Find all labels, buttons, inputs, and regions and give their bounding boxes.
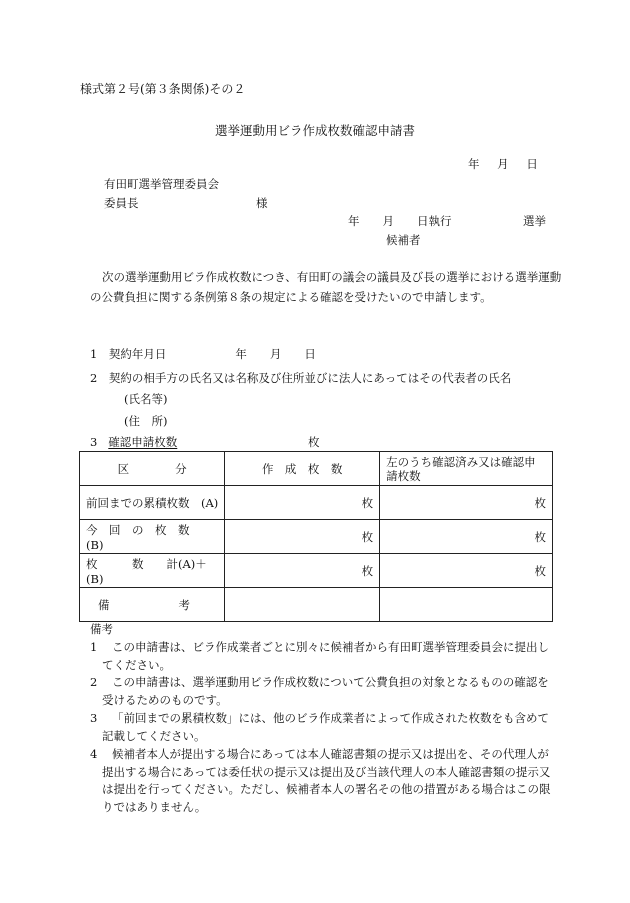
item3-number: 3	[90, 435, 98, 449]
note-text: 候補者本人が提出する場合にあっては本人確認書類の提示又は提出を、その代理人が提出する場合にあっては委任状の提示又は提出及び当該代理人の本人確認書類の提示又は提出を行ってください。ただし、候補者本人の署名その他の措置がある場合はこの限りではありません。	[102, 747, 551, 814]
note-item	[90, 710, 560, 745]
table-row	[80, 486, 553, 520]
table-row	[80, 554, 553, 588]
confirmed-cell[interactable]: 枚	[380, 520, 553, 554]
created-cell[interactable]: 枚	[225, 486, 380, 520]
note-number: 4	[90, 747, 98, 761]
note-text: この申請書は、ビラ作成業者ごとに別々に候補者から有田町選挙管理委員会に提出してください。	[102, 640, 549, 672]
date-line	[468, 156, 552, 172]
addressee-chair	[104, 195, 268, 211]
item3-unit: 枚	[308, 435, 320, 449]
header-category: 区 分	[80, 452, 225, 486]
date-year-label: 年	[468, 157, 480, 171]
header-created: 作 成 枚 数	[225, 452, 380, 486]
addressee-committee: 有田町選挙管理委員会	[104, 177, 219, 191]
note-text: 「前回までの累積枚数」には、他のビラ作成業者によって作成された枚数をも含めて記載してください。	[102, 711, 549, 743]
remarks-cell[interactable]	[225, 588, 380, 622]
note-item	[90, 639, 560, 674]
count-table	[79, 451, 553, 622]
confirmed-cell[interactable]: 枚	[380, 486, 553, 520]
candidate-label: 候補者	[386, 233, 421, 247]
row-label-remarks: 備 考	[80, 588, 225, 622]
row-label-previous: 前回までの累積枚数 (A)	[80, 486, 225, 520]
election-date-label: 年 月 日執行	[348, 214, 452, 228]
note-text: この申請書は、選挙運動用ビラ作成枚数について公費負担の対象となるものの確認を受けるためのものです。	[102, 675, 549, 707]
notes-title: 備考	[90, 622, 113, 636]
table-header-row	[80, 452, 553, 486]
note-item	[90, 746, 560, 816]
contract-date-item: 1 契約年月日 年 月 日	[90, 347, 316, 361]
note-number: 3	[90, 711, 98, 725]
application-statement: 次の選挙運動用ビラ作成枚数につき、有田町の議会の議員及び長の選挙における選挙運動の公費負担に関する条例第８条の規定による確認を受けたいので申請します。	[90, 270, 562, 304]
created-cell[interactable]: 枚	[225, 554, 380, 588]
contract-party-item: 2 契約の相手方の氏名又は名称及び住所並びに法人にあってはその代表者の氏名	[90, 371, 512, 385]
chair-label: 委員長	[104, 196, 139, 210]
election-line	[348, 213, 548, 229]
created-cell[interactable]: 枚	[225, 520, 380, 554]
remarks-cell[interactable]	[380, 588, 553, 622]
form-number: 様式第２号(第３条関係)その２	[80, 82, 246, 96]
table-row	[80, 520, 553, 554]
requested-count-item	[90, 434, 320, 450]
party-address-label: (住 所)	[124, 414, 168, 428]
row-label-current: 今 回 の 枚 数 (B)	[80, 520, 225, 554]
confirmed-cell[interactable]: 枚	[380, 554, 553, 588]
table-row	[80, 588, 553, 622]
note-number: 1	[90, 640, 98, 654]
document-title: 選挙運動用ビラ作成枚数確認申請書	[214, 123, 415, 138]
item3-label: 確認申請枚数	[108, 435, 178, 449]
date-day-label: 日	[526, 157, 538, 171]
note-item	[90, 674, 560, 709]
row-label-total: 枚 数 計(A)＋(B)	[80, 554, 225, 588]
party-name-label: (氏名等)	[124, 392, 168, 406]
election-label: 選挙	[523, 214, 546, 228]
honorific-label: 様	[256, 196, 268, 210]
date-month-label: 月	[497, 157, 509, 171]
note-number: 2	[90, 675, 98, 689]
header-confirmed: 左のうち確認済み又は確認申請枚数	[380, 452, 553, 486]
